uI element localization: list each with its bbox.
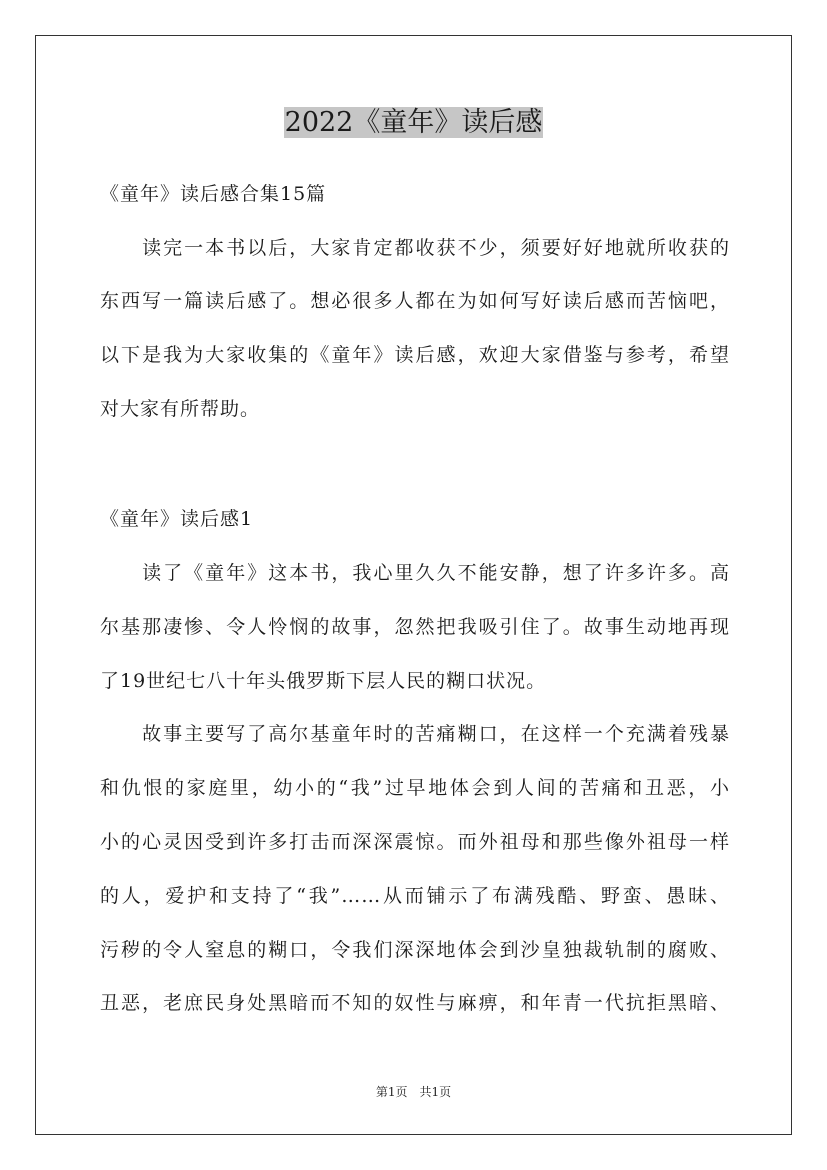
page-number-footer: 第1页 共1页 (375, 1085, 452, 1099)
intro-line-3: 以下是我为大家收集的《童年》读后感，欢迎大家借鉴与参考，希望 (100, 344, 730, 366)
para2-line-1: 故事主要写了高尔基童年时的苦痛糊口，在这样一个充满着残暴 (100, 723, 730, 745)
intro-line-2: 东西写一篇读后感了。想必很多人都在为如何写好读后感而苦恼吧， (100, 290, 730, 312)
para1-line-3: 了19世纪七八十年头俄罗斯下层人民的糊口状况。 (100, 670, 547, 692)
para2-line-3: 小的心灵因受到许多打击而深深震惊。而外祖母和那些像外祖母一样 (100, 831, 730, 853)
para2-line-5: 污秽的令人窒息的糊口，令我们深深地体会到沙皇独裁轨制的腐败、 (100, 939, 730, 961)
para2-line-4: 的人，爱护和支持了“我”……从而铺示了布满残酷、野蛮、愚昧、 (100, 885, 730, 907)
document-title-text: 2022《童年》读后感 (284, 107, 543, 138)
intro-line-4: 对大家有所帮助。 (100, 398, 261, 420)
para2-line-2: 和仇恨的家庭里，幼小的“我”过早地体会到人间的苦痛和丑恶，小 (100, 777, 730, 799)
section-heading: 《童年》读后感1 (100, 508, 254, 530)
para1-line-2: 尔基那凄惨、令人怜悯的故事，忽然把我吸引住了。故事生动地再现 (100, 616, 730, 638)
para2-line-6: 丑恶，老庶民身处黑暗而不知的奴性与麻痹，和年青一代抗拒黑暗、 (100, 992, 730, 1014)
intro-line-1: 读完一本书以后，大家肯定都收获不少，须要好好地就所收获的 (100, 237, 730, 259)
document-subtitle: 《童年》读后感合集15篇 (100, 183, 327, 205)
document-title (0, 104, 827, 142)
para1-line-1: 读了《童年》这本书，我心里久久不能安静，想了许多许多。高 (100, 562, 730, 584)
